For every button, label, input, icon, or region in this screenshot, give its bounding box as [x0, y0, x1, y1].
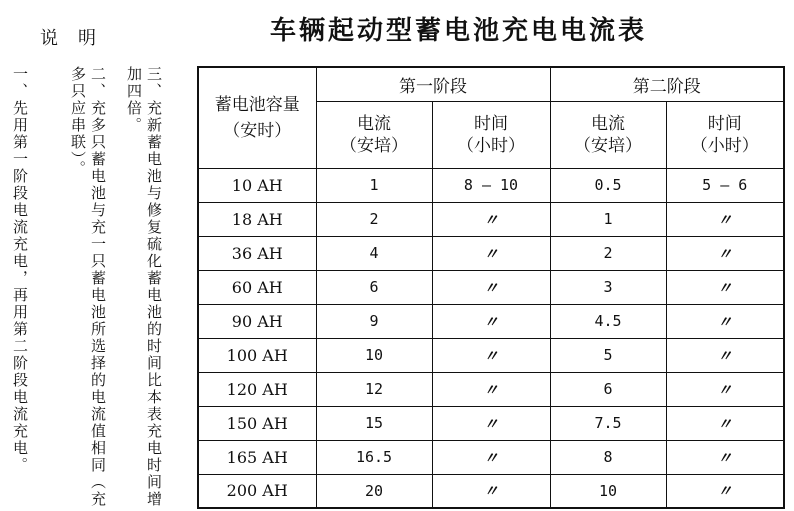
- ditto-mark: 〃: [432, 406, 550, 440]
- stage1-current-cell: 4: [316, 236, 432, 270]
- stage1-current-cell: 1: [316, 168, 432, 202]
- table-row: [198, 406, 784, 440]
- stage2-current-header: 电流 （安培）: [550, 101, 666, 168]
- stage2-current-cell: 5: [550, 338, 666, 372]
- note-2-marker: 二、: [89, 66, 107, 100]
- stage2-current-cell: 10: [550, 474, 666, 508]
- page-title: 车辆起动型蓄电池充电电流表: [270, 16, 648, 46]
- stage2-current-cell: 0.5: [550, 168, 666, 202]
- capacity-cell: 165 AH: [198, 440, 316, 474]
- note-1: [10, 66, 30, 474]
- stage2-current-cell: 8: [550, 440, 666, 474]
- stage2-time-cell: 5 — 6: [666, 168, 784, 202]
- stage2-current-cell: 2: [550, 236, 666, 270]
- ditto-mark: 〃: [666, 406, 784, 440]
- table-row: [198, 304, 784, 338]
- stage2-current-cell: 7.5: [550, 406, 666, 440]
- charging-current-table: [197, 66, 785, 509]
- capacity-cell: 150 AH: [198, 406, 316, 440]
- capacity-cell: 120 AH: [198, 372, 316, 406]
- stage2-header: 第二阶段: [550, 67, 784, 101]
- table-row: [198, 474, 784, 508]
- ditto-mark: 〃: [432, 236, 550, 270]
- capacity-cell: 10 AH: [198, 168, 316, 202]
- table-row: [198, 168, 784, 202]
- capacity-cell: 60 AH: [198, 270, 316, 304]
- note-1-text: 先用第一阶段电流充电，再用第二阶段电流充电。: [11, 100, 29, 474]
- table-row: [198, 236, 784, 270]
- capacity-cell: 90 AH: [198, 304, 316, 338]
- ditto-mark: 〃: [666, 338, 784, 372]
- ditto-mark: 〃: [666, 202, 784, 236]
- ditto-mark: 〃: [432, 304, 550, 338]
- capacity-header: 蓄电池容量 （安时）: [198, 67, 316, 168]
- capacity-cell: 200 AH: [198, 474, 316, 508]
- stage2-current-cell: 3: [550, 270, 666, 304]
- ditto-mark: 〃: [432, 338, 550, 372]
- stage2-time-header: 时间 （小时）: [666, 101, 784, 168]
- stage1-time-header: 时间 （小时）: [432, 101, 550, 168]
- ditto-mark: 〃: [432, 474, 550, 508]
- table-row: [198, 202, 784, 236]
- stage2-current-cell: 6: [550, 372, 666, 406]
- note-3: [124, 66, 164, 511]
- note-3-marker: 三、: [145, 66, 163, 100]
- ditto-mark: 〃: [666, 304, 784, 338]
- table-row: [198, 440, 784, 474]
- ditto-mark: 〃: [666, 440, 784, 474]
- stage1-current-cell: 9: [316, 304, 432, 338]
- capacity-cell: 100 AH: [198, 338, 316, 372]
- table-row: [198, 270, 784, 304]
- stage1-current-cell: 16.5: [316, 440, 432, 474]
- stage1-current-cell: 15: [316, 406, 432, 440]
- stage1-current-cell: 20: [316, 474, 432, 508]
- ditto-mark: 〃: [666, 372, 784, 406]
- stage1-current-cell: 10: [316, 338, 432, 372]
- stage1-current-cell: 2: [316, 202, 432, 236]
- note-2-text: 充多只蓄电池与充一只蓄电池所选择的电流值相同（充多只应串联）。: [69, 66, 107, 508]
- notes-heading: 说明: [40, 28, 116, 49]
- ditto-mark: 〃: [666, 236, 784, 270]
- note-3-text: 充新蓄电池与修复硫化蓄电池的时间比本表充电时间增加四倍。: [125, 66, 163, 508]
- note-1-marker: 一、: [11, 66, 29, 100]
- stage2-current-cell: 4.5: [550, 304, 666, 338]
- stage2-current-cell: 1: [550, 202, 666, 236]
- ditto-mark: 〃: [432, 440, 550, 474]
- capacity-cell: 18 AH: [198, 202, 316, 236]
- ditto-mark: 〃: [432, 372, 550, 406]
- ditto-mark: 〃: [666, 270, 784, 304]
- table-row: [198, 338, 784, 372]
- stage1-header: 第一阶段: [316, 67, 550, 101]
- capacity-cell: 36 AH: [198, 236, 316, 270]
- stage1-time-cell: 8 — 10: [432, 168, 550, 202]
- stage1-current-cell: 6: [316, 270, 432, 304]
- ditto-mark: 〃: [432, 270, 550, 304]
- ditto-mark: 〃: [432, 202, 550, 236]
- stage1-current-cell: 12: [316, 372, 432, 406]
- note-2: [68, 66, 108, 511]
- stage1-current-header: 电流 （安培）: [316, 101, 432, 168]
- ditto-mark: 〃: [666, 474, 784, 508]
- table-row: [198, 372, 784, 406]
